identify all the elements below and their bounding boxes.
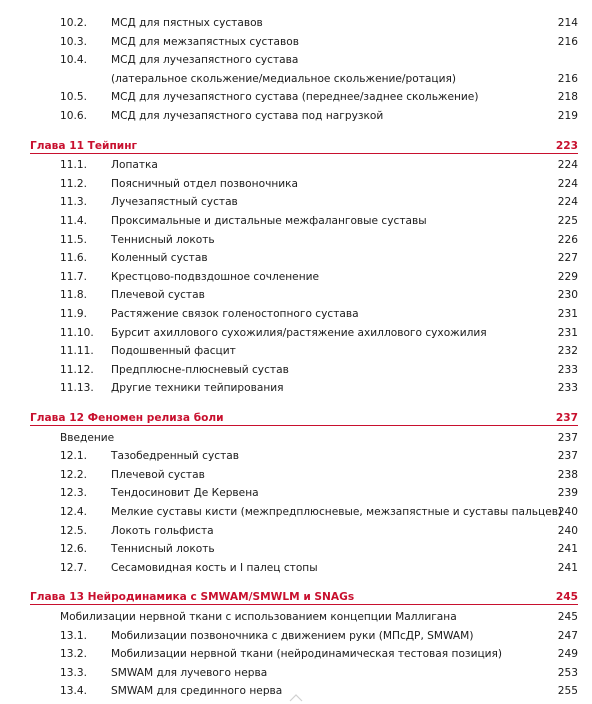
toc-page-number: 249: [557, 648, 578, 661]
toc-page-number: 233: [557, 382, 578, 395]
toc-entry-title: МСД для межзапястных суставов: [111, 35, 299, 48]
toc-entry-title: Мобилизации нервной ткани (нейродинамическая тестовая позиция): [111, 648, 503, 661]
toc-entry-title: Бурсит ахиллового сухожилия/растяжение ахиллового сухожилия: [111, 326, 487, 339]
toc-entry-number: 10.2.: [60, 17, 87, 29]
toc-page-number: 232: [557, 345, 578, 358]
toc-entry-title: Тендосиновит Де Кервена: [111, 487, 259, 500]
toc-page-number: 239: [557, 487, 578, 500]
toc-entry-title: Сесамовидная кость и I палец стопы: [111, 561, 318, 574]
chapter-rule: [30, 153, 578, 154]
toc-page-number: 237: [555, 412, 578, 424]
toc-entry-title: Теннисный локоть: [111, 233, 215, 246]
toc-entry-number: 12.1.: [60, 450, 87, 463]
toc-entry-number: 10.3.: [60, 35, 87, 48]
toc-page-number: 255: [557, 685, 578, 698]
toc-page-number: 224: [557, 196, 578, 209]
toc-entry-number: 13.4.: [60, 685, 87, 698]
chapter-rule: [30, 425, 578, 426]
toc-entry-title: Мобилизации позвоночника с движением руки (МПсДР, SMWAM): [111, 629, 474, 642]
toc-entry-number: 12.3.: [60, 487, 87, 500]
toc-entry-title: МСД для лучезапястного сустава под нагрузкой: [111, 110, 384, 122]
toc-entry-title: Предплюсне-плюсневый сустав: [111, 363, 289, 376]
toc-entry-number: 13.1.: [60, 629, 87, 642]
toc-entry-number: 11.10.: [60, 326, 94, 339]
toc-page-number: 218: [557, 91, 578, 104]
chapter-title: Глава 11 Тейпинг: [30, 139, 138, 152]
toc-entry-number: 10.5.: [60, 91, 87, 104]
toc-page-number: 225: [557, 215, 578, 227]
toc-entry-title: Подошвенный фасцит: [111, 345, 236, 358]
toc-entry-number: 11.5.: [60, 233, 87, 246]
toc-entry-title: SMWAM для лучевого нерва: [111, 666, 268, 679]
toc-entry-number: 11.12.: [60, 363, 94, 376]
toc-page-number: 233: [557, 363, 578, 376]
toc-entry-number: 11.9.: [60, 308, 87, 320]
toc-page-number: 247: [557, 629, 578, 642]
toc-entry-number: 11.4.: [60, 215, 87, 227]
toc-page-number: 224: [557, 177, 578, 190]
toc-entry-number: 12.5.: [60, 524, 87, 537]
toc-entry-number: 11.2.: [60, 177, 87, 190]
toc-page-number: 231: [557, 326, 578, 339]
toc-page-number: 253: [557, 666, 578, 679]
toc-page-number: 219: [557, 110, 578, 122]
toc-entry-title: Тазобедренный сустав: [111, 450, 239, 463]
toc-entry-number: 11.3.: [60, 196, 87, 209]
toc-entry-number: 11.1.: [60, 159, 87, 172]
toc-page-number: 240: [557, 506, 578, 518]
toc-page-number: 214: [557, 17, 578, 29]
toc-entry-title: Лопатка: [111, 159, 158, 172]
toc-page-number: 245: [555, 591, 578, 604]
toc-entry-number: 10.4.: [60, 54, 87, 67]
toc-page-number: 245: [557, 611, 578, 623]
toc-page-number: 216: [557, 72, 578, 85]
toc-page-number: 237: [557, 431, 578, 444]
toc-page-number: 230: [557, 289, 578, 302]
toc-entry-title: Плечевой сустав: [111, 289, 205, 302]
toc-entry-title: Лучезапястный сустав: [111, 196, 238, 209]
toc-page-number: 240: [557, 524, 578, 537]
toc-entry-title: Мелкие суставы кисти (межпредплюсневые, межзапястные и суставы пальцев): [111, 506, 563, 518]
toc-entry-number: 11.13.: [60, 382, 94, 395]
toc-page-number: 223: [555, 139, 578, 152]
toc-entry-title: SMWAM для срединного нерва: [111, 685, 283, 698]
chapter-title: Глава 13 Нейродинамика с SMWAM/SMWLM и SNAGs: [30, 591, 355, 604]
toc-entry-title: Плечевой сустав: [111, 468, 205, 481]
toc-entry-title: Крестцово-подвздошное сочленение: [111, 270, 320, 283]
toc-entry-title: Растяжение связок голеностопного сустава: [111, 308, 359, 320]
toc-entry-title: Другие техники тейпирования: [111, 382, 284, 395]
chapter-rule: [30, 604, 578, 605]
toc-entry-number: 11.6.: [60, 252, 87, 265]
chapter-title: Глава 12 Феномен релиза боли: [30, 412, 224, 424]
toc-entry-title: МСД для лучезапястного сустава: [111, 54, 299, 67]
toc-page-number: 216: [557, 35, 578, 48]
toc-page-number: 241: [557, 561, 578, 574]
toc-entry-number: 13.3.: [60, 666, 87, 679]
toc-entry-number: 11.7.: [60, 270, 87, 283]
toc-entry-number: 12.4.: [60, 506, 87, 518]
toc-page-number: 226: [557, 233, 578, 246]
toc-entry-number: 12.2.: [60, 468, 87, 481]
toc-entry-title: Теннисный локоть: [111, 543, 215, 556]
toc-entry-title: (латеральное скольжение/медиальное скольжение/ротация): [111, 72, 456, 85]
toc-entry-title: МСД для пястных суставов: [111, 17, 263, 29]
toc-entry-number: 12.6.: [60, 543, 87, 556]
toc-entry-number: 13.2.: [60, 648, 87, 661]
toc-entry-number: 12.7.: [60, 561, 87, 574]
toc-entry-title: Мобилизации нервной ткани с использованием концепции Маллигана: [60, 611, 457, 623]
toc-page-number: 229: [557, 270, 578, 283]
toc-page-number: 241: [557, 543, 578, 556]
toc-entry-title: Поясничный отдел позвоночника: [111, 177, 299, 190]
toc-entry-title: Проксимальные и дистальные межфаланговые суставы: [111, 215, 427, 227]
toc-entry-title: МСД для лучезапястного сустава (переднее/заднее скольжение): [111, 91, 479, 104]
toc-page-number: 224: [557, 159, 578, 172]
chevron-up-icon[interactable]: [289, 694, 303, 702]
toc-entry-number: 11.11.: [60, 345, 94, 358]
toc-entry-title: Коленный сустав: [111, 252, 208, 265]
toc-entry-title: Локоть гольфиста: [111, 524, 214, 537]
toc-page-number: 231: [557, 308, 578, 320]
toc-entry-title: Введение: [60, 431, 115, 444]
toc-entry-number: 11.8.: [60, 289, 87, 302]
toc-page-number: 238: [557, 468, 578, 481]
toc-entry-number: 10.6.: [60, 110, 87, 122]
toc-page-number: 237: [557, 450, 578, 463]
toc-page-number: 227: [557, 252, 578, 265]
